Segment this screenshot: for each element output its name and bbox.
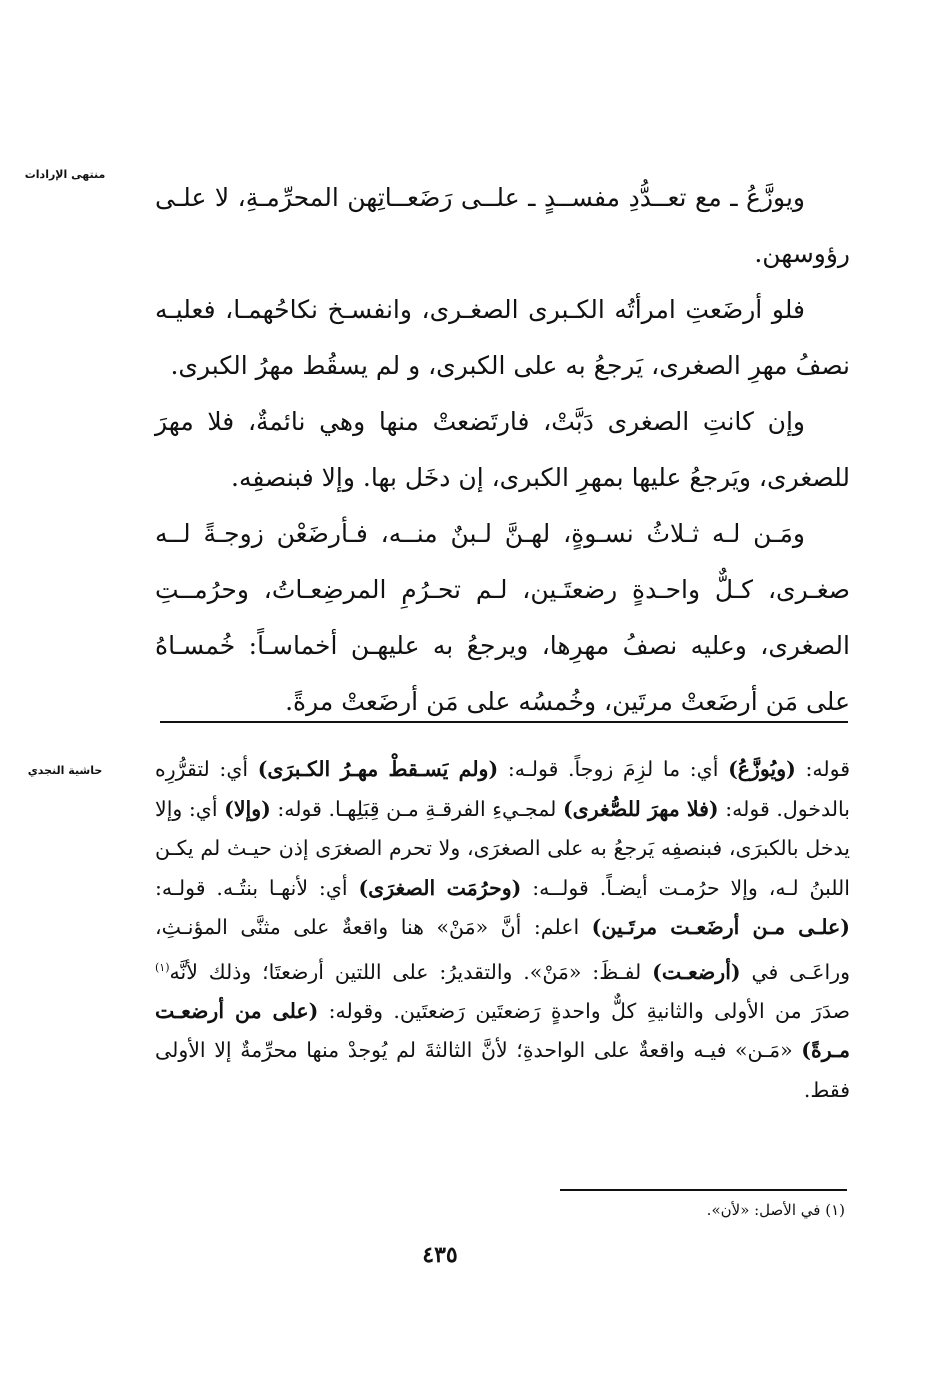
commentary-run: قوله: (795, 757, 850, 781)
commentary-run: اعلم: أنَّ «مَنْ» هنا واقعةٌ على مثنَّى المؤنـثِ، وراعَـى في (155, 915, 850, 984)
quoted-phrase: (أرضعـت) (652, 959, 741, 984)
commentary-paragraph (155, 750, 850, 1110)
side-label-main-text: منتهى الإرادات (24, 168, 106, 181)
commentary-run: أي: ما لزِمَ زوجاً. قولـه: (498, 757, 729, 781)
footnote-divider-line (560, 1189, 847, 1191)
quoted-phrase: (ويُوزَّعُ) (728, 757, 796, 781)
quoted-phrase: (وإلا) (224, 796, 271, 821)
quoted-phrase: (على من أرضعـت مـرةً) (155, 998, 850, 1063)
footnote: (١) في الأصل: «لأن». (706, 1201, 845, 1219)
main-paragraph: فلو أرضَعتِ امرأتُه الكـبرى الصغـرى، وانفسـخ نكاحُهمـا، فعليـه نصفُ مهرِ الصغرى، يَرجعُ به على الكبرى، و لم يسقُط مهرُ الكبرى. (155, 295, 850, 380)
main-paragraph: ويوزَّعُ ـ مع تعــدُّدِ مفســدٍ ـ علــى رَضَعــاتِهن المحرِّمـةِ، لا علـى رؤوسهن. (155, 183, 850, 268)
page-number: ٤٣٥ (422, 1242, 458, 1268)
footnote-reference: (١) (155, 960, 170, 974)
main-paragraph: وإن كانتِ الصغرى دَبَّتْ، فارتَضعتْ منها وهي نائمةٌ، فلا مهرَ للصغرى، ويَرجعُ عليها بمهرِ الكبرى، إن دخَل بها. وإلا فبنصفِه. (155, 407, 850, 492)
main-paragraph: ومَـن لـه ثـلاثُ نسـوةٍ، لهـنَّ لـبنٌ منــه، فـأرضَعْن زوجـةً لــه صغـرى، كـلٌّ واحـدةٍ رضعتَـين، لـم تحـرُمِ المرضِعـاتُ، وحرُمــتِ الصغرى، وعليه نصفُ مهرِها، ويرجعُ به عليهـن أخماسـاً: خُمسـاهُ على مَن أرضَعتْ مرتَين، وخُمسُه على مَن أرضَعتْ مرةً. (155, 519, 850, 716)
commentary-run: أي: لتقرُّرِه بالدخول. قوله: (155, 757, 850, 821)
quoted-phrase: (وحرُمَت الصغرَى) (358, 875, 522, 900)
main-divider-line (160, 721, 848, 723)
commentary-run: أي: لأنهـا بنتُـه. قولـه: (155, 875, 359, 900)
commentary-run: أي: وإلا يدخل بالكبرَى، فبنصفِه يَرجعُ به على الصغرَى، ولا تحرم الصغرَى إذن حيـث لم يكـن اللبنُ لـه، وإلا حرُمـت أيضـاً. قولــه: (155, 796, 850, 900)
side-label-commentary: حاشية النجدي (27, 764, 103, 777)
commentary-text (155, 750, 850, 1110)
main-text (155, 170, 850, 730)
commentary-run: لمجـيءِ الفرقـةِ مـن قِبَلِهـا. قوله: (270, 796, 563, 821)
quoted-phrase: (فلا مهرَ للصُّغرى) (562, 796, 719, 821)
quoted-phrase: (ولم يَسـقطْ مهـرُ الكـبرَى) (257, 757, 499, 781)
commentary-run: لفـظَ: «مَنْ». والتقديرُ: على اللتين أرضعتَا؛ وذلك لأنَّه (169, 959, 653, 984)
quoted-phrase: (علـى مـن أرضَعـت مرتَـين) (591, 915, 850, 939)
commentary-run: «مَـن» فيـه واقعةٌ على الواحدةِ؛ لأنَّ الثالثةَ لم يُوجدْ منها محرِّمةٌ إلا الأولى فقط. (155, 1038, 850, 1102)
commentary-run: صدَرَ من الأولى والثانيةِ كلٌّ واحدةٍ رَضعتَين رَضعتَين. وقوله: (318, 998, 850, 1023)
